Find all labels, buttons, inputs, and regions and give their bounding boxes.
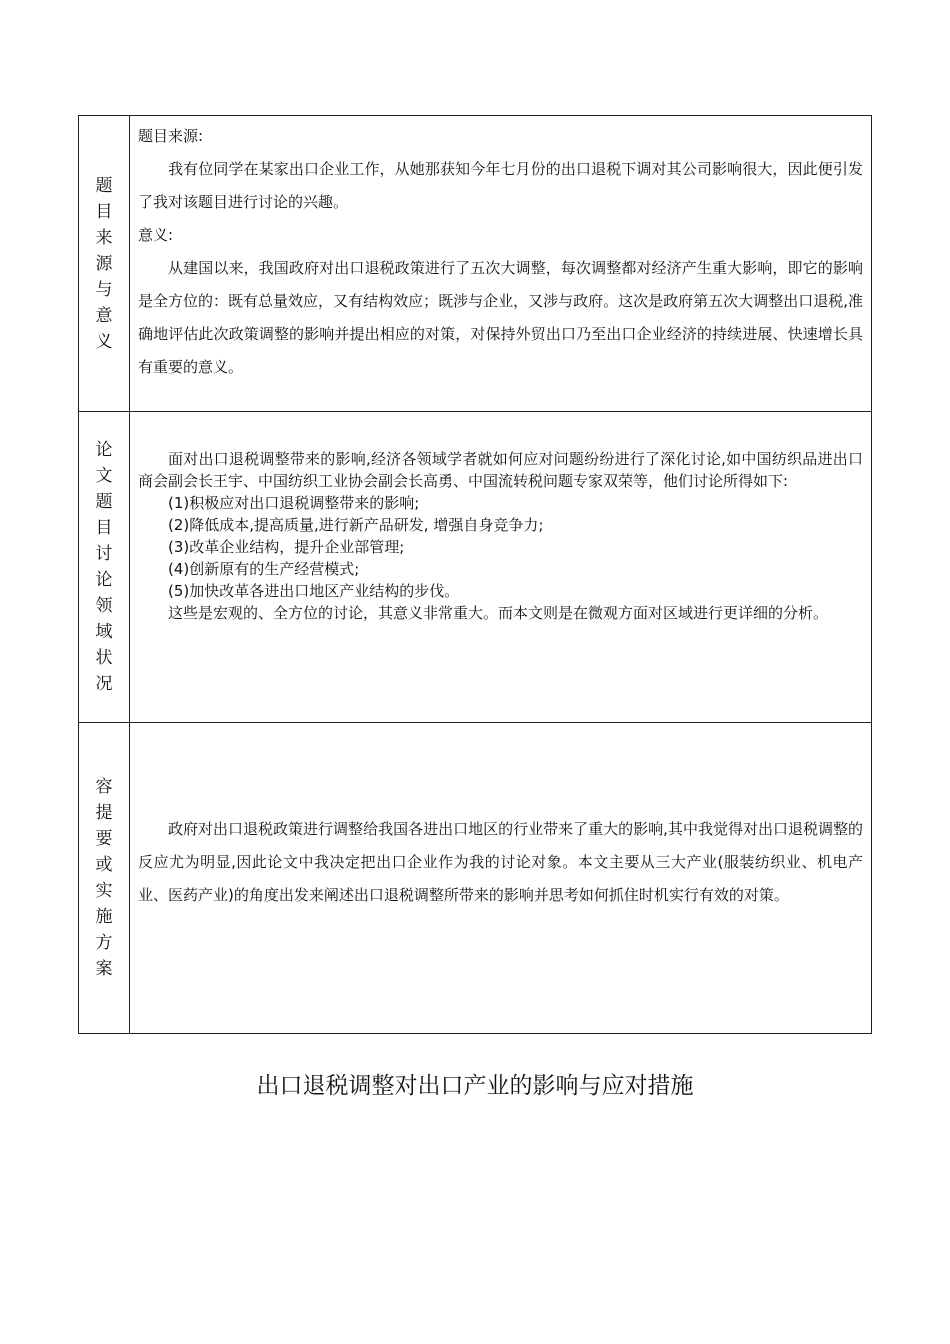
document-title: 出口退税调整对出口产业的影响与应对措施 <box>256 1073 694 1099</box>
research-status-content <box>130 412 871 624</box>
list-item: (2)降低成本,提高质量,进行新产品研发, 增强自身竞争力; <box>168 516 544 534</box>
paragraph: 政府对出口退税政策进行调整给我国各进出口地区的行业带来了重大的影响,其中我觉得对出口退税调整的反应尤为明显,因此论文中我决定把出口企业作为我的讨论对象。本文主要从三大产业(服装纺织业、机电产业、医药产业)的角度出发来阐述出口退税调整所带来的影响并思考如何抓住时机实行有效的对策。 <box>138 820 863 904</box>
row-content-cell <box>130 723 872 1034</box>
proposal-table <box>78 115 872 1034</box>
source-significance-content <box>130 116 871 384</box>
table-row <box>79 116 872 412</box>
paragraph: 从建国以来，我国政府对出口退税政策进行了五次大调整，每次调整都对经济产生重大影响，即它的影响是全方位的：既有总量效应，又有结构效应；既涉与企业，又涉与政府。这次是政府第五次大调整出口退税,准确地评估此次政策调整的影响并提出相应的对策，对保持外贸出口乃至出口企业经济的持续进展、快速增长具有重要的意义。 <box>138 259 863 376</box>
row-label: 容提要或实施方案 <box>95 777 113 979</box>
row-content-cell <box>130 116 872 412</box>
row-label-cell <box>79 723 130 1034</box>
paragraph: 这些是宏观的、全方位的讨论，其意义非常重大。而本文则是在微观方面对区域进行更详细的分析。 <box>168 604 829 622</box>
paragraph: 面对出口退税调整带来的影响,经济各领域学者就如何应对问题纷纷进行了深化讨论,如中国纺织品进出口商会副会长王宇、中国纺织工业协会副会长高勇、中国流转税问题专家双荣等，他们讨论所得如下: <box>138 450 863 490</box>
paragraph: 我有位同学在某家出口企业工作，从她那获知今年七月份的出口退税下调对其公司影响很大，因此便引发了我对该题目进行讨论的兴趣。 <box>138 160 863 211</box>
table-row <box>79 723 872 1034</box>
row-label: 题目来源与意义 <box>95 175 113 352</box>
paragraph: 题目来源: <box>138 127 204 145</box>
plan-content <box>130 723 871 912</box>
table-row <box>79 412 872 723</box>
row-label-cell <box>79 116 130 412</box>
list-item: (5)加快改革各进出口地区产业结构的步伐。 <box>168 582 460 600</box>
list-item: (1)积极应对出口退税调整带来的影响; <box>168 494 420 512</box>
row-label-cell <box>79 412 130 723</box>
list-item: (3)改革企业结构，提升企业部管理; <box>168 538 405 556</box>
row-content-cell <box>130 412 872 723</box>
list-item: (4)创新原有的生产经营模式; <box>168 560 360 578</box>
row-label: 论文题目讨论领域状况 <box>95 440 113 694</box>
paragraph: 意义: <box>138 226 174 244</box>
